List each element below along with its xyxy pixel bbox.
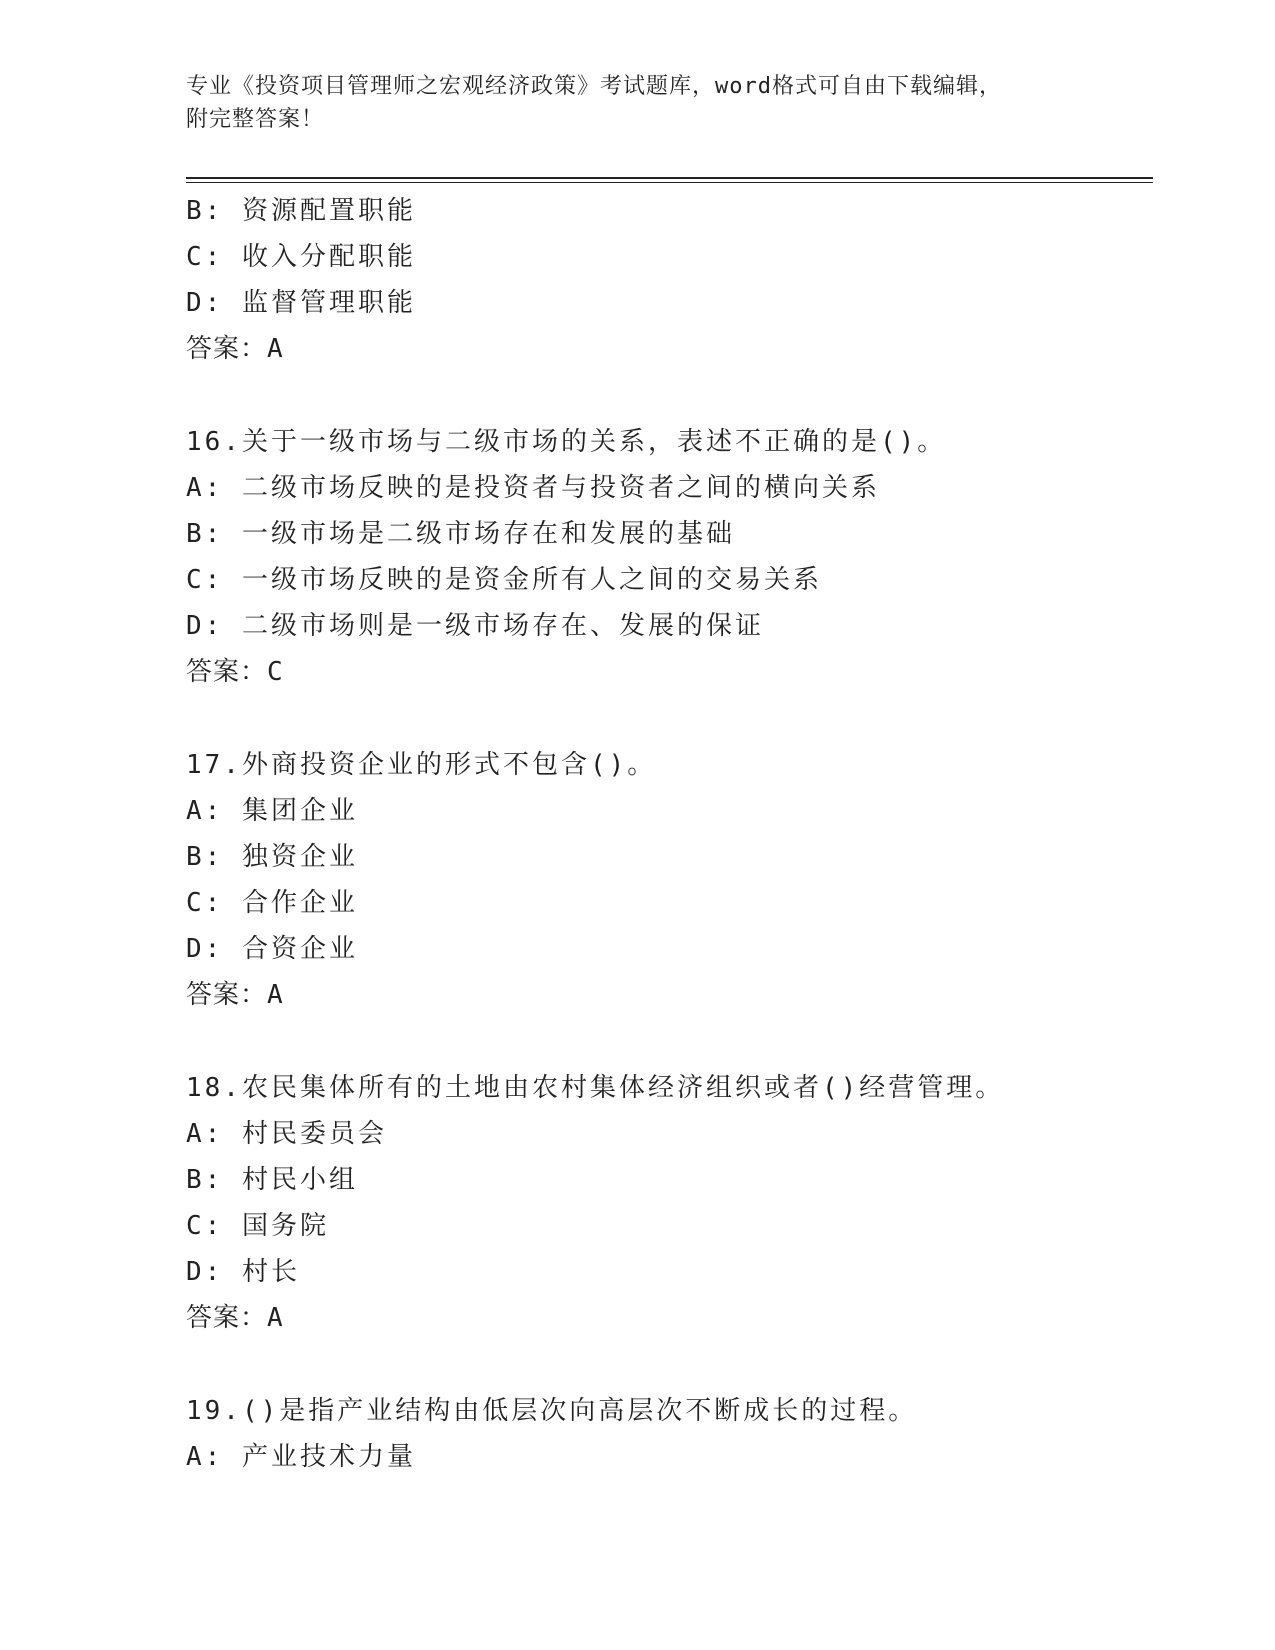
option-label: D: xyxy=(186,288,224,318)
option-label: C: xyxy=(186,888,224,918)
answer-value: A xyxy=(267,334,284,364)
option-d xyxy=(186,603,1153,649)
answer-line xyxy=(186,1295,1153,1341)
option-text: 产业技术力量 xyxy=(241,1442,416,1472)
option-text: 收入分配职能 xyxy=(241,242,416,272)
option-text: 集团企业 xyxy=(241,796,358,826)
option-text: 村民委员会 xyxy=(241,1119,387,1149)
option-label: D: xyxy=(186,934,224,964)
option-label: B: xyxy=(186,842,224,872)
option-b xyxy=(186,188,1153,234)
option-label: A: xyxy=(186,1442,224,1472)
option-label: C: xyxy=(186,1211,224,1241)
option-d xyxy=(186,1249,1153,1295)
option-text: 一级市场是二级市场存在和发展的基础 xyxy=(241,519,735,549)
answer-value: A xyxy=(267,980,284,1010)
question-19 xyxy=(186,1388,1153,1480)
question-fragment xyxy=(186,188,1153,372)
option-b xyxy=(186,1157,1153,1203)
question-18 xyxy=(186,1065,1153,1341)
answer-label: 答案： xyxy=(186,334,268,364)
answer-value: A xyxy=(267,1303,284,1333)
answer-label: 答案： xyxy=(186,1303,268,1333)
option-text: 一级市场反映的是资金所有人之间的交易关系 xyxy=(241,565,822,595)
question-list xyxy=(186,188,1153,1480)
option-label: A: xyxy=(186,473,224,503)
option-a xyxy=(186,788,1153,834)
option-a xyxy=(186,1434,1153,1480)
option-label: B: xyxy=(186,519,224,549)
option-label: C: xyxy=(186,565,224,595)
option-a xyxy=(186,1111,1153,1157)
option-d xyxy=(186,280,1153,326)
question-stem: 17.外商投资企业的形式不包含()。 xyxy=(186,750,657,780)
option-b xyxy=(186,834,1153,880)
option-text: 合作企业 xyxy=(241,888,358,918)
header-line-1: 专业《投资项目管理师之宏观经济政策》考试题库，word格式可自由下载编辑， xyxy=(186,74,1002,99)
option-label: B: xyxy=(186,1165,224,1195)
question-stem: 18.农民集体所有的土地由农村集体经济组织或者()经营管理。 xyxy=(186,1073,1005,1103)
answer-line xyxy=(186,326,1153,372)
header-divider-thin xyxy=(186,182,1153,183)
question-17 xyxy=(186,742,1153,1018)
option-c xyxy=(186,1203,1153,1249)
option-label: A: xyxy=(186,796,224,826)
answer-line xyxy=(186,649,1153,695)
question-stem: 19.()是指产业结构由低层次向高层次不断成长的过程。 xyxy=(186,1396,918,1426)
option-text: 独资企业 xyxy=(241,842,358,872)
option-a xyxy=(186,465,1153,511)
option-text: 村长 xyxy=(241,1257,300,1287)
answer-line xyxy=(186,972,1153,1018)
answer-label: 答案： xyxy=(186,980,268,1010)
option-text: 二级市场反映的是投资者与投资者之间的横向关系 xyxy=(241,473,880,503)
option-d xyxy=(186,926,1153,972)
option-text: 国务院 xyxy=(241,1211,329,1241)
option-label: D: xyxy=(186,1257,224,1287)
option-label: D: xyxy=(186,611,224,641)
question-stem: 16.关于一级市场与二级市场的关系，表述不正确的是()。 xyxy=(186,427,947,457)
option-text: 合资企业 xyxy=(241,934,358,964)
option-c xyxy=(186,234,1153,280)
answer-value: C xyxy=(267,657,284,687)
option-b xyxy=(186,511,1153,557)
option-label: B: xyxy=(186,196,224,226)
header-divider-thick xyxy=(186,177,1153,179)
header-line-2: 附完整答案！ xyxy=(186,107,325,132)
option-label: C: xyxy=(186,242,224,272)
answer-label: 答案： xyxy=(186,657,268,687)
option-c xyxy=(186,557,1153,603)
document-header xyxy=(186,70,1066,136)
option-text: 监督管理职能 xyxy=(241,288,416,318)
option-label: A: xyxy=(186,1119,224,1149)
question-16 xyxy=(186,419,1153,695)
option-text: 二级市场则是一级市场存在、发展的保证 xyxy=(241,611,764,641)
option-text: 村民小组 xyxy=(241,1165,358,1195)
option-text: 资源配置职能 xyxy=(241,196,416,226)
option-c xyxy=(186,880,1153,926)
